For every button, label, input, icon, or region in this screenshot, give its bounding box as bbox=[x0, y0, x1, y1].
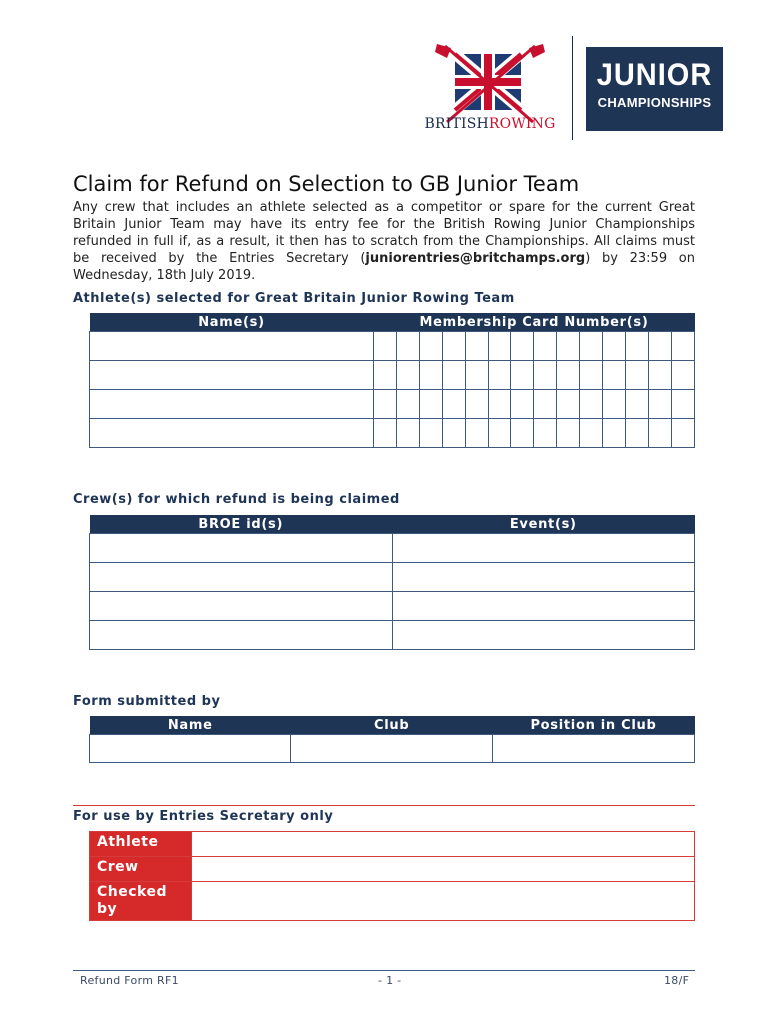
footer-code: 18/F bbox=[664, 974, 690, 987]
table-row bbox=[90, 621, 695, 650]
header-divider bbox=[572, 36, 573, 140]
footer-form-id: Refund Form RF1 bbox=[80, 974, 179, 987]
col-events: Event(s) bbox=[392, 515, 695, 534]
submitter-name-cell[interactable] bbox=[90, 735, 291, 763]
col-card-numbers: Membership Card Number(s) bbox=[374, 313, 695, 332]
submitted-heading: Form submitted by bbox=[73, 694, 221, 709]
secretary-heading: For use by Entries Secretary only bbox=[73, 809, 334, 824]
col-club: Club bbox=[291, 716, 492, 735]
athlete-check-cell[interactable] bbox=[192, 832, 695, 857]
card-digit-cell[interactable] bbox=[374, 332, 397, 361]
junior-championships-logo bbox=[586, 47, 723, 131]
footer-page-number: - 1 - bbox=[378, 974, 402, 987]
footer-divider bbox=[73, 970, 695, 971]
secretary-divider bbox=[73, 805, 695, 806]
entries-email[interactable]: juniorentries@britchamps.org bbox=[365, 251, 586, 266]
checked-by-label: Checked by bbox=[90, 882, 192, 921]
submitter-club-cell[interactable] bbox=[291, 735, 492, 763]
athlete-name-cell[interactable] bbox=[90, 361, 374, 390]
submitter-position-cell[interactable] bbox=[492, 735, 694, 763]
col-name: Name bbox=[90, 716, 291, 735]
broe-id-cell[interactable] bbox=[90, 534, 393, 563]
col-position: Position in Club bbox=[492, 716, 694, 735]
table-row bbox=[90, 563, 695, 592]
athlete-name-cell[interactable] bbox=[90, 390, 374, 419]
broe-id-cell[interactable] bbox=[90, 563, 393, 592]
athlete-name-cell[interactable] bbox=[90, 332, 374, 361]
broe-id-cell[interactable] bbox=[90, 621, 393, 650]
secretary-table bbox=[89, 831, 695, 921]
event-cell[interactable] bbox=[392, 621, 695, 650]
crews-heading: Crew(s) for which refund is being claimed bbox=[73, 492, 400, 507]
event-cell[interactable] bbox=[392, 534, 695, 563]
athlete-name-cell[interactable] bbox=[90, 419, 374, 448]
table-row bbox=[90, 361, 695, 390]
intro-paragraph: Any crew that includes an athlete selected as a competitor or spare for the current Great Britain Junior Team may have its entry fee for the British Rowing Junior Championships refunded in full if, as a result, it then has to scratch from the Championships. All claims must be received by the Entries Secretary (juniorentries@britchamps.org) by 23:59 on Wednesday, 18th July 2019. bbox=[73, 200, 695, 283]
table-row bbox=[90, 390, 695, 419]
submitted-table bbox=[89, 716, 695, 763]
event-cell[interactable] bbox=[392, 563, 695, 592]
table-row bbox=[90, 534, 695, 563]
athletes-heading: Athlete(s) selected for Great Britain Junior Rowing Team bbox=[73, 291, 515, 306]
crew-check-cell[interactable] bbox=[192, 857, 695, 882]
table-row bbox=[90, 882, 695, 921]
col-names: Name(s) bbox=[90, 313, 374, 332]
table-row bbox=[90, 419, 695, 448]
crews-table bbox=[89, 515, 695, 650]
event-cell[interactable] bbox=[392, 592, 695, 621]
logo-junior: JUNIOR bbox=[596, 57, 713, 93]
checked-by-cell[interactable] bbox=[192, 882, 695, 921]
athletes-table bbox=[89, 313, 695, 448]
british-rowing-wordmark: BRITISHROWING bbox=[424, 116, 556, 132]
table-row bbox=[90, 332, 695, 361]
table-row bbox=[90, 857, 695, 882]
page-title: Claim for Refund on Selection to GB Junior Team bbox=[73, 172, 580, 196]
col-broe-id: BROE id(s) bbox=[90, 515, 393, 534]
broe-id-cell[interactable] bbox=[90, 592, 393, 621]
logo-championships: CHAMPIONSHIPS bbox=[597, 95, 712, 110]
athlete-label: Athlete bbox=[90, 832, 192, 857]
table-row bbox=[90, 832, 695, 857]
crew-label: Crew bbox=[90, 857, 192, 882]
table-row bbox=[90, 735, 695, 763]
table-row bbox=[90, 592, 695, 621]
